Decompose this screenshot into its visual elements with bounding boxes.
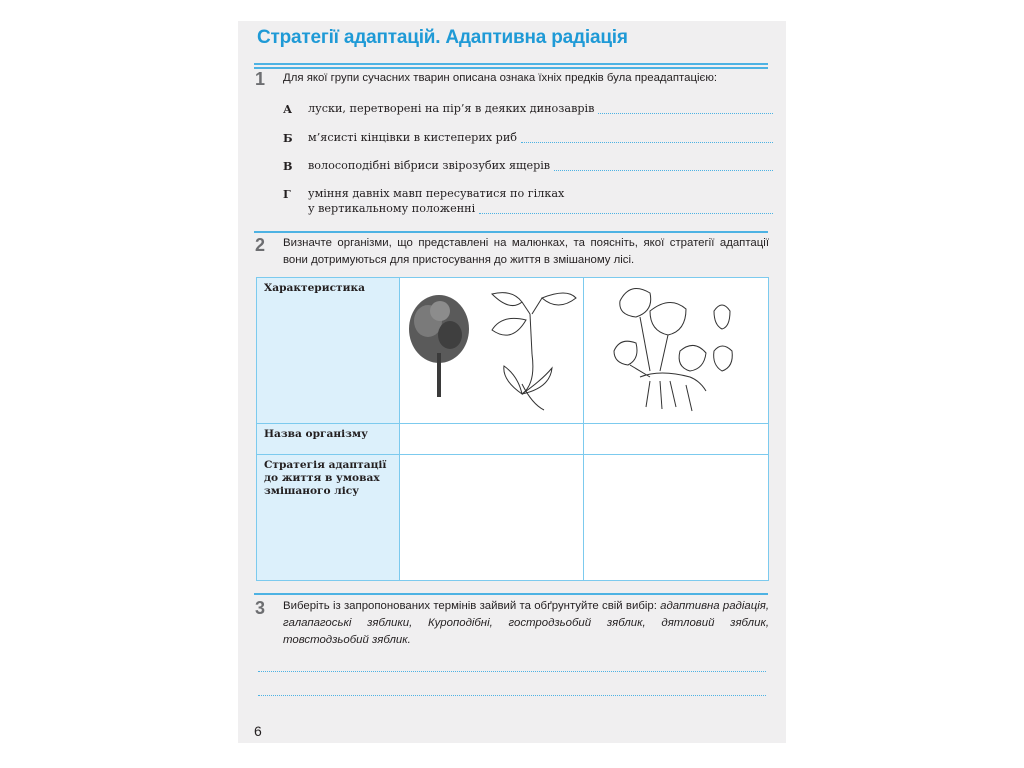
page-number: 6 xyxy=(254,723,262,739)
answer-dotted-line[interactable] xyxy=(479,202,773,214)
option-letter: Г xyxy=(283,187,291,201)
option-text: м’ясисті кінцівки в кистеперих риб xyxy=(308,131,518,144)
answer-cell-name-1[interactable] xyxy=(400,424,584,455)
option-text-continued: у вертикальному положенні xyxy=(308,202,476,215)
title-rule xyxy=(254,63,768,65)
row-label-organism-name: Назва організму xyxy=(257,424,400,455)
option-text: луски, перетворені на пір’я в деяких динозаврів xyxy=(308,102,595,115)
answer-dotted-line[interactable] xyxy=(598,102,773,114)
q1-rule xyxy=(254,67,768,69)
page-title: Стратегії адаптацій. Адаптивна радіація xyxy=(257,27,628,48)
answer-cell-strategy-2[interactable] xyxy=(584,455,769,581)
row-label-characteristic: Характеристика xyxy=(257,278,400,424)
option-letter: Б xyxy=(283,131,293,145)
q2-number: 2 xyxy=(255,235,266,255)
q2-text: Визначте організми, що представлені на малюнках, та поясніть, якої стратегії адаптації вони дотримуються для пристосування до життя в змішаному лісі. xyxy=(283,237,769,266)
answer-cell-name-2[interactable] xyxy=(584,424,769,455)
answer-dotted-line[interactable] xyxy=(521,131,773,143)
q2-rule xyxy=(254,231,768,233)
option-letter: В xyxy=(283,159,293,173)
q1-text: Для якої групи сучасних тварин описана ознака їхніх предків була преадаптацією: xyxy=(283,72,718,84)
q3-terms: адаптивна радіація, галапагоські зяблики, Куроподібні, гостродзьобий зяблик, дятловий зяблик, товстодзьобий зяблик. xyxy=(283,600,769,646)
option-letter: А xyxy=(283,102,293,116)
answer-dotted-line[interactable] xyxy=(554,159,773,171)
row-label-strategy: Стратегія адаптації до життя в умовах змішаного лісу xyxy=(257,455,400,581)
option-text: волосоподібні вібриси звірозубих ящерів xyxy=(308,159,551,172)
workbook-page xyxy=(238,21,786,743)
option-text: уміння давніх мавп пересуватися по гілках xyxy=(308,187,565,200)
tree-icon xyxy=(404,291,474,399)
q3-number: 3 xyxy=(255,598,266,618)
q3-answer-line-2[interactable] xyxy=(258,693,766,696)
q3-text-plain: Виберіть із запропонованих термінів зайвий та обґрунтуйте свій вибір: xyxy=(283,600,661,612)
q3-text xyxy=(283,598,769,649)
maple-leaf-seed-icon xyxy=(482,284,578,416)
q1-number: 1 xyxy=(255,69,266,89)
q3-answer-line-1[interactable] xyxy=(258,669,766,672)
answer-cell-strategy-1[interactable] xyxy=(400,455,584,581)
q3-rule xyxy=(254,593,768,595)
hazelwort-plant-icon xyxy=(610,281,742,416)
